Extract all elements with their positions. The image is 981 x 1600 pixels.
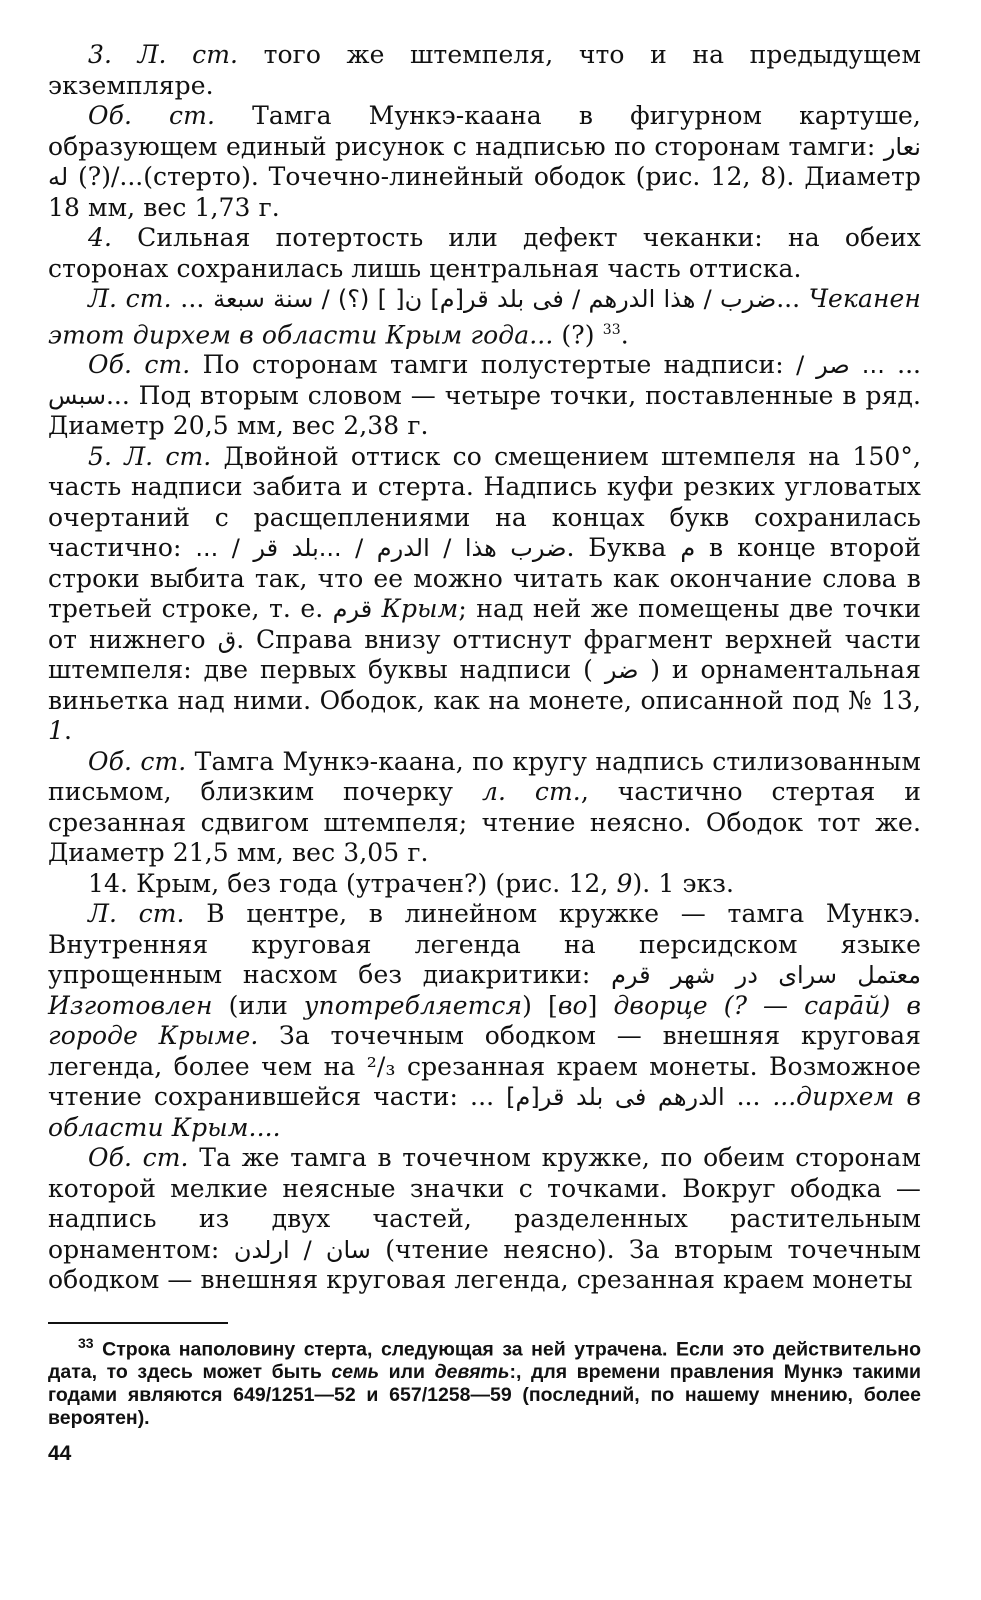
text: . Буква (566, 533, 681, 563)
paragraph-6 (48, 442, 921, 747)
translation: ...дирхем в области Крым.... (48, 1082, 921, 1142)
text: :, для времени правления Мункэ такими годами являются 649/1251—52 и 657/1258—59 (последний, по нашему мнению, более вероятен). (48, 1361, 921, 1430)
side-label: 3. Л. ст. (88, 40, 239, 69)
text: В центре, в линейном кружке — тамга Мункэ. Внутренняя круговая легенда на персидском языке упрощенным насхом без диакритики: (48, 899, 921, 990)
figure-ref: 9 (616, 868, 633, 898)
text: ) и орнаментальная виньетка над ними. Ободок, как на монете, описанной под № 13, (48, 655, 921, 715)
persian-inscription: معتمل سراى در شهر قرم (611, 961, 922, 990)
side-label: Л. ст. (88, 899, 185, 929)
text: того же штемпеля, что и на предыдущем экземпляре. (48, 40, 921, 100)
paragraph-7 (48, 747, 921, 869)
arabic-inscription: ضرب / هذا الدرهم / فى بلد قر[م] ن[ ] (؟) / سنة سبعة (213, 285, 777, 313)
arabic-inscription: الدرهم فى بلد قر[م] (506, 1083, 725, 1112)
paragraph-10 (48, 1143, 921, 1296)
arabic-letters: ضر (604, 656, 639, 685)
arabic-word: قرم (332, 595, 373, 624)
text: или (379, 1361, 435, 1384)
arabic-inscription: ضرب هذا / الدرم / ...بلد قر / ... (195, 534, 567, 563)
text: , частично стертая и срезанная сдвигом штемпеля; чтение неясно. Ободок тот же. Диаметр 21,5 мм, вес 3,05 г. (48, 777, 921, 868)
text: Сильная потертость или дефект чеканки: на обеих сторонах сохранилась лишь центральная часть оттиска. (48, 223, 921, 283)
text: (?) (553, 319, 603, 349)
text: ... (884, 350, 921, 380)
translation: Чеканен этот дирхем в области Крым года... (48, 284, 921, 349)
paragraph-4 (48, 284, 921, 350)
reference-number: 1 (48, 716, 65, 746)
translation: Изготовлен (48, 990, 213, 1020)
text: . Справа внизу оттиснут фрагмент верхней части штемпеля: две первых буквы надписи ( (48, 624, 921, 685)
paragraph-5 (48, 350, 921, 442)
text: в конце второй строки выбита так, что ее можно читать как окончание слова в третьей строке, т. е. (48, 533, 921, 624)
translation: Крым (372, 594, 459, 624)
text: . (620, 319, 629, 349)
text: ... (171, 284, 214, 313)
arabic-inscription: نعار له (48, 132, 921, 191)
text: Тамга Мункэ-каана в фигурном картуше, образующем единый рисунок с надписью по сторонам тамги: (48, 101, 921, 161)
emphasis: девять (434, 1361, 510, 1384)
text: Та же тамга в точечном кружке, по обеим сторонам которой мелкие неясные значки с точками. Вокруг ободка — надпись из двух частей, разделенных растительным орнаментом: (48, 1143, 921, 1264)
text: 14. Крым, без года (утрачен?) (рис. 12, (88, 868, 617, 898)
text: . (64, 716, 73, 746)
paragraph-2 (48, 101, 921, 223)
text: Двойной оттиск со смещением штемпеля на 150°, часть надписи забита и стерта. Надпись куфи резких угловатых очертаний с расщеплениями на концах букв сохранилась частично: (48, 441, 921, 563)
footnote-mark: 33 (78, 1334, 94, 1351)
text: (или (212, 990, 304, 1020)
emphasis: семь (331, 1361, 380, 1384)
text: ) [ (522, 990, 558, 1020)
paragraph-8 (48, 869, 921, 900)
item-number: 4. (88, 223, 113, 252)
arabic-inscription: سان / ارلدن (233, 1235, 371, 1264)
paragraph-1 (48, 40, 921, 101)
side-label: Об. ст. (88, 350, 191, 380)
text: Строка наполовину стерта, следующая за ней утрачена. Если это действительно дата, то здесь может быть (48, 1338, 921, 1384)
page-number: 44 (48, 1442, 72, 1466)
translation: дворце (? — сарāй) в городе Крыме. (48, 990, 921, 1051)
arabic-letter: م (680, 534, 696, 563)
text: (чтение неясно). За вторым точечным ободком — внешняя круговая легенда, срезанная краем монеты (48, 1234, 921, 1295)
footnote-ref: 33 (602, 321, 621, 338)
text: ; над ней же помещены две точки от нижнего (48, 594, 922, 654)
arabic-inscription: سبس (48, 381, 106, 410)
side-label: 5. Л. ст. (88, 441, 212, 471)
text: Тамга Мункэ-каана, по кругу надпись стилизованным письмом, близким почерку (48, 746, 921, 807)
translation: во (557, 990, 588, 1020)
text: ). 1 экз. (632, 868, 735, 898)
abbreviation: л. ст. (481, 777, 581, 807)
side-label: Об. ст. (88, 101, 216, 130)
paragraph-3 (48, 223, 921, 284)
side-label: Об. ст. (88, 1143, 189, 1173)
text: За точечным ободком — внешняя круговая легенда, более чем на ²/₃ срезанная краем монеты. Возможное чтение сохранившейся части: ... (48, 1021, 921, 1112)
text: ... (724, 1082, 773, 1112)
arabic-letter: ق (217, 625, 237, 654)
side-label: Об. ст. (88, 746, 187, 776)
text: ] (587, 990, 614, 1020)
text: ... (776, 284, 809, 313)
translation: употребляется (303, 990, 523, 1020)
footnote-divider (48, 1322, 228, 1324)
arabic-inscription: ... صر / (796, 351, 885, 380)
text: По сторонам тамги полустертые надписи: (190, 350, 797, 380)
paragraph-9 (48, 899, 921, 1143)
text: (?)/...(стерто). Точечно-линейный ободок (рис. 12, 8). Диаметр 18 мм, вес 1,73 г. (48, 162, 921, 222)
footnote (48, 1332, 921, 1431)
side-label: Л. ст. (88, 284, 172, 313)
document-page (48, 40, 921, 1466)
text: ... Под вторым словом — четыре точки, поставленные в ряд. Диаметр 20,5 мм, вес 2,38 г. (48, 380, 921, 441)
